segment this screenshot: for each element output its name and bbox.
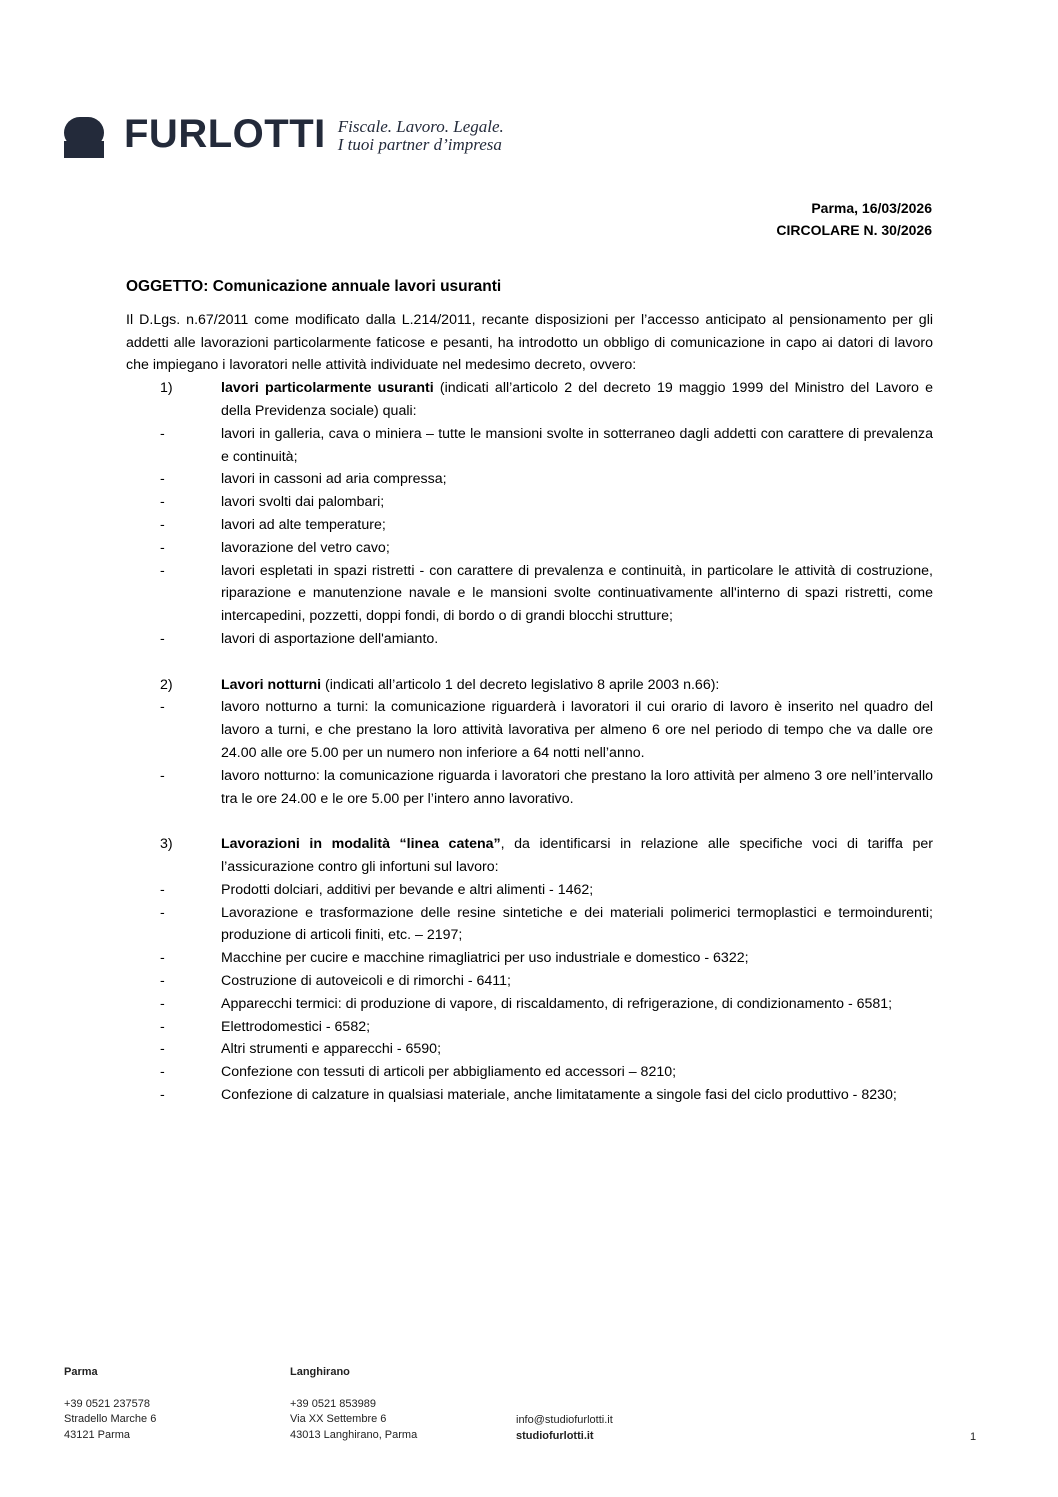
list-item-text: Altri strumenti e apparecchi - 6590; xyxy=(221,1041,442,1058)
circular-number: CIRCOLARE N. 30/2026 xyxy=(776,222,932,238)
bullet-dash: - xyxy=(160,972,165,989)
section-title: Lavorazioni in modalità “linea catena” xyxy=(221,836,501,853)
section-spacer xyxy=(126,810,933,833)
list-item-text: Costruzione di autoveicoli e di rimorchi - 6411; xyxy=(221,972,511,989)
office-phone: +39 0521 237578 xyxy=(64,1397,150,1410)
list-item-text: Lavorazione e trasformazione delle resine sintetiche e dei materiali polimerici termoplastici e termoindurenti; produzione di articoli finiti, etc. – 2197; xyxy=(221,904,933,944)
section-text xyxy=(221,833,933,879)
office-phone: +39 0521 853989 xyxy=(290,1397,376,1410)
list-item xyxy=(126,1038,933,1061)
list-item-text: lavori in cassoni ad aria compressa; xyxy=(221,471,447,488)
list-item xyxy=(126,947,933,970)
page-number: 1 xyxy=(970,1431,977,1443)
list-item xyxy=(126,696,933,764)
section-heading xyxy=(126,674,933,697)
list-item xyxy=(126,560,933,628)
list-item-text: Macchine per cucire e macchine rimagliatrici per uso industriale e domestico - 6322; xyxy=(221,950,749,967)
bullet-dash: - xyxy=(160,1064,165,1081)
list-item xyxy=(126,423,933,469)
bullet-dash: - xyxy=(160,630,165,647)
list-item-text: Confezione con tessuti di articoli per abbigliamento ed accessori – 8210; xyxy=(221,1064,677,1081)
place-date: Parma, 16/03/2026 xyxy=(811,200,932,216)
footer-contacts xyxy=(516,1413,613,1444)
section-number: 1) xyxy=(160,380,173,397)
section-text xyxy=(221,674,933,697)
company-logo xyxy=(64,112,504,167)
sections-list xyxy=(126,377,933,1107)
section-description: , da identificarsi in relazione alle specifiche voci di tariffa per l’assicurazione contro gli infortuni sul lavoro: xyxy=(221,836,933,875)
bullet-dash: - xyxy=(160,767,165,784)
bullet-dash: - xyxy=(160,471,165,488)
list-item-text: lavorazione del vetro cavo; xyxy=(221,539,390,556)
bullet-dash: - xyxy=(160,562,165,579)
bullet-dash: - xyxy=(160,904,165,921)
list-item xyxy=(126,1016,933,1039)
list-item-text: lavori svolti dai palombari; xyxy=(221,494,385,511)
office-city: 43013 Langhirano, Parma xyxy=(290,1428,418,1441)
list-item-text: Confezione di calzature in qualsiasi materiale, anche limitatamente a singole fasi del ciclo produttivo - 8230; xyxy=(221,1086,897,1103)
list-item xyxy=(126,970,933,993)
email-link[interactable]: info@studiofurlotti.it xyxy=(516,1414,613,1426)
section-number: 2) xyxy=(160,676,173,693)
list-item xyxy=(126,993,933,1016)
list-item xyxy=(126,514,933,537)
office-street: Via XX Settembre 6 xyxy=(290,1413,387,1425)
list-item-text: lavori in galleria, cava o miniera – tutte le mansioni svolte in sotterraneo dagli addetti con carattere di prevalenza e continuità; xyxy=(221,425,933,465)
list-item-text: Elettrodomestici - 6582; xyxy=(221,1018,371,1035)
brand-name: FURLOTTI xyxy=(124,112,326,156)
list-item-text: Apparecchi termici: di produzione di vapore, di riscaldamento, di refrigerazione, di condizionamento - 6581; xyxy=(221,995,893,1012)
bullet-dash: - xyxy=(160,539,165,556)
list-item-text: lavoro notturno: la comunicazione riguarda i lavoratori che prestano la loro attività per almeno 3 ore nell’intervallo tra le ore 24.00 e le ore 5.00 per l’intero anno lavorativo. xyxy=(221,767,933,807)
footer-office-parma xyxy=(64,1365,156,1443)
website-link[interactable]: studiofurlotti.it xyxy=(516,1429,594,1442)
footer-office-langhirano xyxy=(290,1365,417,1443)
office-street: Stradello Marche 6 xyxy=(64,1413,157,1425)
section-text xyxy=(221,377,933,423)
bullet-dash: - xyxy=(160,1086,165,1103)
office-city: 43121 Parma xyxy=(64,1428,131,1441)
list-item xyxy=(126,1084,933,1107)
bullet-dash: - xyxy=(160,995,165,1012)
brand-tagline xyxy=(338,118,504,154)
intro-paragraph: Il D.Lgs. n.67/2011 come modificato dalla L.214/2011, recante disposizioni per l’accesso anticipato al pensionamento per gli addetti alle lavorazioni particolarmente faticose e pesanti, ha introdotto un obbligo di comunicazione in capo ai datori di lavoro che impiegano i lavoratori nelle attività individuate nel medesimo decreto, ovvero: xyxy=(126,311,933,374)
document-body xyxy=(126,276,933,1107)
section-title: Lavori notturni xyxy=(221,676,322,693)
bullet-dash: - xyxy=(160,425,165,442)
bullet-dash: - xyxy=(160,516,165,533)
person-bust-icon xyxy=(64,117,106,165)
list-item xyxy=(126,765,933,811)
list-item-text: Prodotti dolciari, additivi per bevande e altri alimenti - 1462; xyxy=(221,881,594,898)
tagline-line-2: I tuoi partner d’impresa xyxy=(337,135,502,154)
office-title: Langhirano xyxy=(290,1366,350,1378)
office-title: Parma xyxy=(64,1366,98,1378)
list-item xyxy=(126,491,933,514)
list-item-text: lavori di asportazione dell'amianto. xyxy=(221,630,439,647)
list-item-text: lavoro notturno a turni: la comunicazione riguarderà i lavoratori il cui orario di lavoro è inserito nel quadro del lavoro a turni, e che prestano la loro attività lavorativa per almeno 6 ore nel periodo di tempo che va dalle ore 24.00 alle ore 5.00 per un numero non inferiore a 64 notti nell’anno. xyxy=(221,699,933,761)
list-item xyxy=(126,879,933,902)
section-heading xyxy=(126,833,933,879)
subject-heading: OGGETTO: Comunicazione annuale lavori usuranti xyxy=(126,278,502,295)
bullet-dash: - xyxy=(160,950,165,967)
section-description: (indicati all’articolo 2 del decreto 19 maggio 1999 del Ministro del Lavoro e della Previdenza sociale) quali: xyxy=(221,380,933,419)
bullet-dash: - xyxy=(160,881,165,898)
list-item-text: lavori ad alte temperature; xyxy=(221,516,386,533)
bullet-dash: - xyxy=(160,699,165,716)
section-title: lavori particolarmente usuranti xyxy=(221,380,434,397)
section-number: 3) xyxy=(160,836,173,853)
tagline-line-1: Fiscale. Lavoro. Legale. xyxy=(337,117,504,136)
bullet-dash: - xyxy=(160,1041,165,1058)
list-item xyxy=(126,1061,933,1084)
bullet-dash: - xyxy=(160,1018,165,1035)
document-meta xyxy=(776,197,932,241)
list-item xyxy=(126,628,933,651)
bullet-dash: - xyxy=(160,494,165,511)
section-description: (indicati all’articolo 1 del decreto legislativo 8 aprile 2003 n.66): xyxy=(321,676,720,693)
section-heading xyxy=(126,377,933,423)
list-item xyxy=(126,537,933,560)
list-item xyxy=(126,468,933,491)
section-spacer xyxy=(126,651,933,674)
list-item-text: lavori espletati in spazi ristretti - con carattere di prevalenza e continuità, in particolare le attività di costruzione, riparazione e manutenzione navale e le mansioni svolte continuativamente all'interno di spazi ristretti, come intercapedini, pozzetti, doppi fondi, di bordo o di grandi blocchi strutture; xyxy=(221,562,933,625)
list-item xyxy=(126,902,933,948)
